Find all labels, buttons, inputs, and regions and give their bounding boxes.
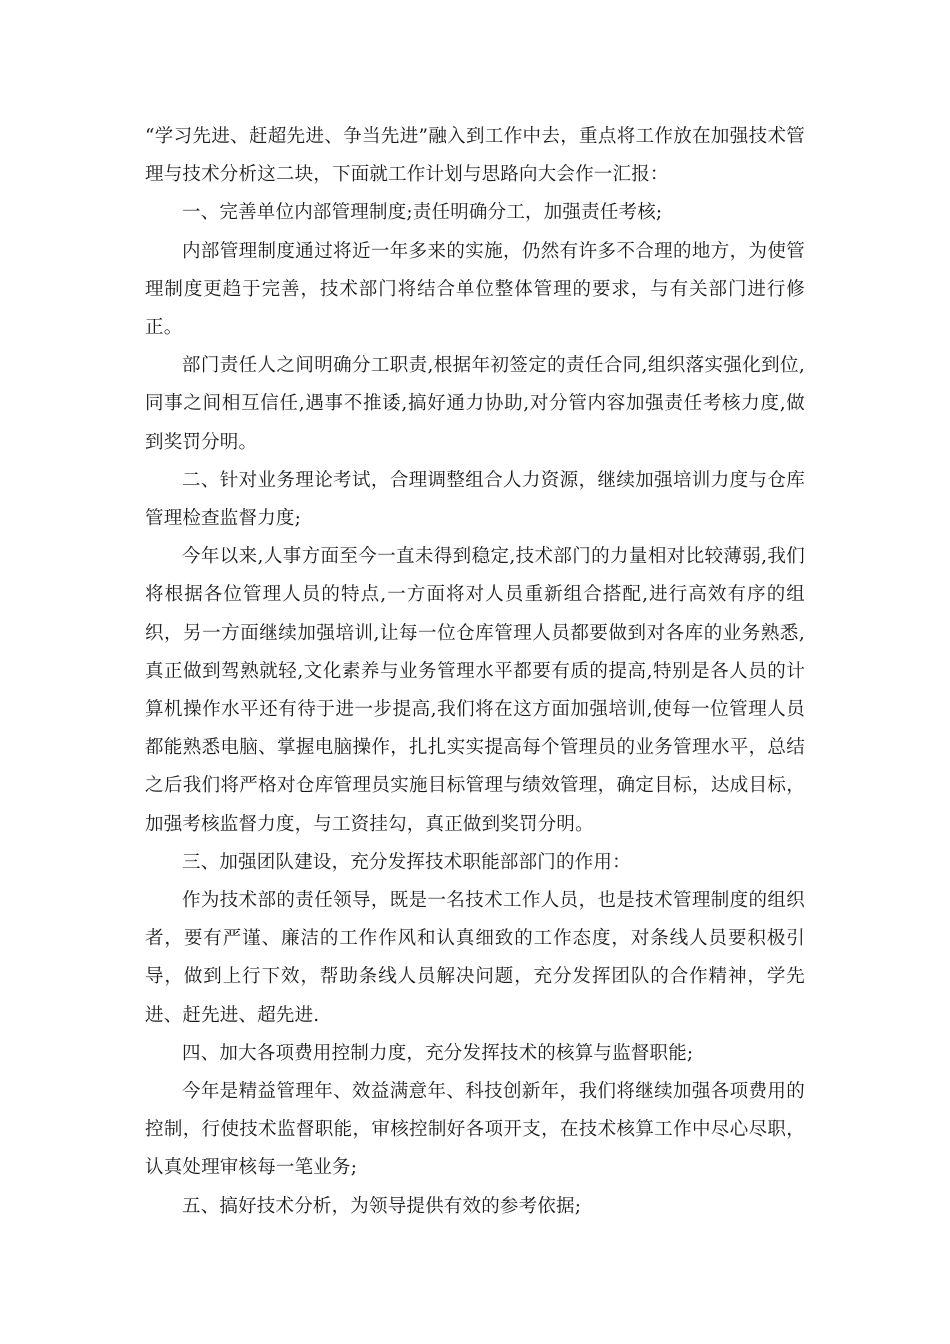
heading-section-4: 四、加大各项费用控制力度，充分发挥技术的核算与监督职能; <box>182 1042 694 1064</box>
document-body <box>145 118 805 1226</box>
paragraph-responsibility: 部门责任人之间明确分工职责,根据年初签定的责任合同,组织落实强化到位,同事之间相互信任,遇事不推诿,搞好通力协助,对分管内容加强责任考核力度,做到奖罚分明。 <box>145 355 805 453</box>
paragraph-intro: “学习先进、赶超先进、争当先进”融入到工作中去，重点将工作放在加强技术管理与技术分析这二块，下面就工作计划与思路向大会作一汇报： <box>145 126 805 186</box>
paragraph-internal-management: 内部管理制度通过将近一年多来的实施，仍然有许多不合理的地方，为使管理制度更趋于完善，技术部门将结合单位整体管理的要求，与有关部门进行修正。 <box>145 240 805 339</box>
paragraph-cost-control: 今年是精益管理年、效益满意年、科技创新年，我们将继续加强各项费用的控制，行使技术监督职能，审核控制好各项开支，在技术核算工作中尽心尽职，认真处理审核每一笔业务; <box>145 1081 805 1179</box>
heading-section-2: 二、针对业务理论考试，合理调整组合人力资源，继续加强培训力度与仓库管理检查监督力度; <box>145 469 805 530</box>
heading-section-5: 五、搞好技术分析，为领导提供有效的参考依据; <box>182 1195 582 1217</box>
heading-section-3: 三、加强团队建设，充分发挥技术职能部部门的作用： <box>182 851 631 873</box>
paragraph-team-building: 作为技术部的责任领导，既是一名技术工作人员，也是技术管理制度的组织者，要有严谨、廉洁的工作作风和认真细致的工作态度，对条线人员要积极引导，做到上行下效，帮助条线人员解决问题，充分发挥团队的合作精神，学先进、赶先进、超先进. <box>145 890 805 1026</box>
heading-section-1: 一、完善单位内部管理制度;责任明确分工，加强责任考核; <box>182 202 663 224</box>
paragraph-training: 今年以来,人事方面至今一直未得到稳定,技术部门的力量相对比较薄弱,我们将根据各位管理人员的特点,一方面将对人员重新组合搭配,进行高效有序的组织，另一方面继续加强培训,让每一位仓库管理人员都要做到对各库的业务熟悉,真正做到驾熟就轻,文化素养与业务管理水平都要有质的提高,特别是各人员的计算机操作水平还有待于进一步提高,我们将在这方面加强培训,使每一位管理人员都能熟悉电脑、掌握电脑操作，扎扎实实提高每个管理员的业务管理水平，总结之后我们将严格对仓库管理员实施目标管理与绩效管理，确定目标，达成目标，加强考核监督力度，与工资挂勾，真正做到奖罚分明。 <box>145 546 805 835</box>
